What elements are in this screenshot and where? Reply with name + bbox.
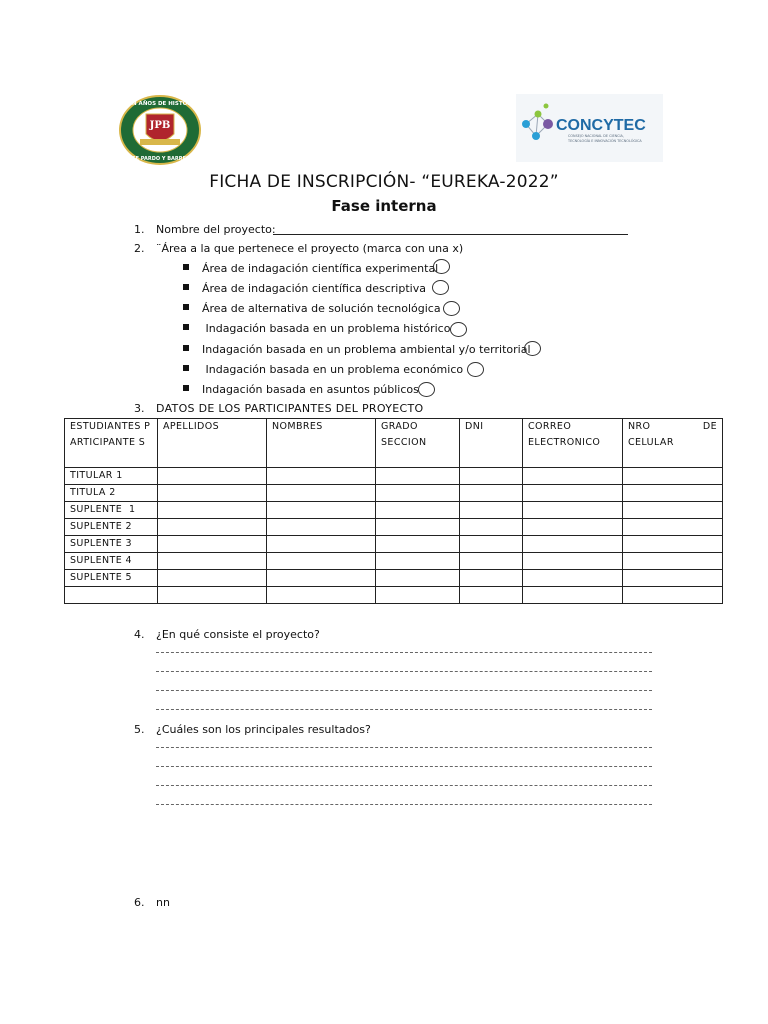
bullet-icon	[183, 345, 189, 351]
row-label: SUPLENTE 4	[65, 553, 158, 570]
area-option-checkbox[interactable]	[433, 259, 450, 274]
table-cell[interactable]	[158, 587, 267, 604]
item-number: 3.	[134, 402, 145, 415]
table-cell[interactable]	[523, 502, 623, 519]
row-label: SUPLENTE 5	[65, 570, 158, 587]
area-option-checkbox[interactable]	[524, 341, 541, 356]
area-option-label: Indagación basada en un problema histórico	[202, 322, 451, 335]
area-option-label: Área de alternativa de solución tecnológica	[202, 302, 441, 315]
table-row	[65, 536, 723, 553]
table-cell[interactable]	[158, 536, 267, 553]
item-number: 4.	[134, 628, 145, 641]
results-label: ¿Cuáles son los principales resultados?	[156, 723, 371, 736]
area-option-checkbox[interactable]	[432, 280, 449, 295]
row-label: TITULAR 1	[65, 468, 158, 485]
table-cell[interactable]	[460, 536, 523, 553]
table-cell[interactable]	[460, 485, 523, 502]
table-cell[interactable]	[460, 468, 523, 485]
svg-text:CIEN AÑOS DE HISTORIA: CIEN AÑOS DE HISTORIA	[122, 101, 198, 107]
svg-text:CONCYTEC: CONCYTEC	[556, 117, 646, 134]
project-name-label: Nombre del proyecto:	[156, 223, 276, 236]
row-label: SUPLENTE 2	[65, 519, 158, 536]
col-header: ESTUDIANTES PARTICIPANTE S	[65, 419, 158, 468]
area-option-checkbox[interactable]	[418, 382, 435, 397]
answer-line[interactable]	[156, 804, 652, 805]
table-cell[interactable]	[460, 587, 523, 604]
participants-heading: DATOS DE LOS PARTICIPANTES DEL PROYECTO	[156, 402, 424, 415]
table-cell[interactable]	[623, 553, 723, 570]
table-cell[interactable]	[158, 519, 267, 536]
col-header: NOMBRES	[267, 419, 376, 468]
table-cell[interactable]	[623, 502, 723, 519]
table-cell[interactable]	[523, 485, 623, 502]
bullet-icon	[183, 324, 189, 330]
area-option-checkbox[interactable]	[450, 322, 467, 337]
row-label: TITULA 2	[65, 485, 158, 502]
table-cell[interactable]	[267, 468, 376, 485]
table-cell[interactable]	[623, 570, 723, 587]
table-cell[interactable]	[158, 502, 267, 519]
table-cell[interactable]	[267, 502, 376, 519]
answer-line[interactable]	[156, 766, 652, 767]
page-subtitle: Fase interna	[331, 197, 437, 215]
table-cell[interactable]	[267, 536, 376, 553]
table-cell[interactable]	[376, 519, 460, 536]
table-row	[65, 587, 723, 604]
table-cell[interactable]	[523, 519, 623, 536]
item-six-label: nn	[156, 896, 170, 909]
table-cell[interactable]	[623, 485, 723, 502]
svg-text:CONSEJO NACIONAL DE CIENCIA,: CONSEJO NACIONAL DE CIENCIA,	[568, 134, 624, 138]
table-cell[interactable]	[376, 587, 460, 604]
col-header: DNI	[460, 419, 523, 468]
bullet-icon	[183, 304, 189, 310]
item-number: 1.	[134, 223, 145, 236]
answer-line[interactable]	[156, 747, 652, 748]
answer-line[interactable]	[156, 709, 652, 710]
area-option-checkbox[interactable]	[443, 301, 460, 316]
concytec-logo	[516, 94, 663, 162]
school-logo	[118, 94, 202, 166]
table-cell[interactable]	[158, 485, 267, 502]
area-option-label: Indagación basada en un problema ambiental y/o territorial	[202, 343, 531, 356]
table-cell[interactable]	[623, 536, 723, 553]
row-label: SUPLENTE 3	[65, 536, 158, 553]
row-label: SUPLENTE 1	[65, 502, 158, 519]
area-option-label: Indagación basada en un problema económico	[202, 363, 464, 376]
table-cell[interactable]	[460, 553, 523, 570]
item-number: 6.	[134, 896, 145, 909]
area-option-checkbox[interactable]	[467, 362, 484, 377]
answer-line[interactable]	[156, 690, 652, 691]
bullet-icon	[183, 385, 189, 391]
answer-line[interactable]	[156, 652, 652, 653]
participants-table	[64, 418, 723, 604]
col-header: NRO DE CELULAR	[623, 419, 723, 468]
table-cell[interactable]	[376, 570, 460, 587]
table-cell[interactable]	[460, 519, 523, 536]
table-cell[interactable]	[460, 502, 523, 519]
table-row	[65, 570, 723, 587]
col-header: CORREO ELECTRONICO	[523, 419, 623, 468]
bullet-icon	[183, 365, 189, 371]
table-cell[interactable]	[523, 536, 623, 553]
col-header: GRADO SECCION	[376, 419, 460, 468]
table-cell[interactable]	[623, 587, 723, 604]
table-cell[interactable]	[376, 502, 460, 519]
table-cell[interactable]	[376, 553, 460, 570]
table-row	[65, 502, 723, 519]
table-cell[interactable]	[158, 468, 267, 485]
svg-text:JPB: JPB	[149, 120, 171, 131]
table-cell[interactable]	[158, 553, 267, 570]
table-cell[interactable]	[376, 485, 460, 502]
svg-text:TECNOLOGÍA E INNOVACIÓN TECNOL: TECNOLOGÍA E INNOVACIÓN TECNOLÓGICA	[568, 139, 642, 143]
area-option-label: Área de indagación científica descriptiva	[202, 282, 426, 295]
table-cell[interactable]	[623, 468, 723, 485]
project-name-field[interactable]	[273, 234, 628, 235]
item-number: 2.	[134, 242, 145, 255]
project-description-label: ¿En qué consiste el proyecto?	[156, 628, 320, 641]
table-cell[interactable]	[523, 553, 623, 570]
answer-line[interactable]	[156, 671, 652, 672]
table-cell[interactable]	[267, 587, 376, 604]
item-number: 5.	[134, 723, 145, 736]
table-cell[interactable]	[623, 519, 723, 536]
table-cell[interactable]	[523, 468, 623, 485]
table-cell[interactable]	[158, 570, 267, 587]
bullet-icon	[183, 284, 189, 290]
table-row	[65, 485, 723, 502]
table-header-row	[65, 419, 723, 468]
answer-line[interactable]	[156, 785, 652, 786]
table-cell[interactable]	[267, 553, 376, 570]
row-label	[65, 587, 158, 604]
area-option-label: Área de indagación científica experimental	[202, 262, 439, 275]
table-row	[65, 553, 723, 570]
table-cell[interactable]	[267, 519, 376, 536]
svg-text:JOSE PARDO Y BARREDA: JOSE PARDO Y BARREDA	[125, 156, 195, 162]
area-question-label: ¨Área a la que pertenece el proyecto (marca con una x)	[156, 242, 464, 255]
bullet-icon	[183, 264, 189, 270]
table-cell[interactable]	[523, 587, 623, 604]
table-cell[interactable]	[460, 570, 523, 587]
page-title: FICHA DE INSCRIPCIÓN- “EUREKA-2022”	[209, 172, 559, 192]
area-option-label: Indagación basada en asuntos públicos	[202, 383, 419, 396]
table-cell[interactable]	[376, 536, 460, 553]
table-cell[interactable]	[267, 485, 376, 502]
table-row	[65, 468, 723, 485]
table-cell[interactable]	[376, 468, 460, 485]
table-row	[65, 519, 723, 536]
table-cell[interactable]	[523, 570, 623, 587]
table-cell[interactable]	[267, 570, 376, 587]
col-header: APELLIDOS	[158, 419, 267, 468]
